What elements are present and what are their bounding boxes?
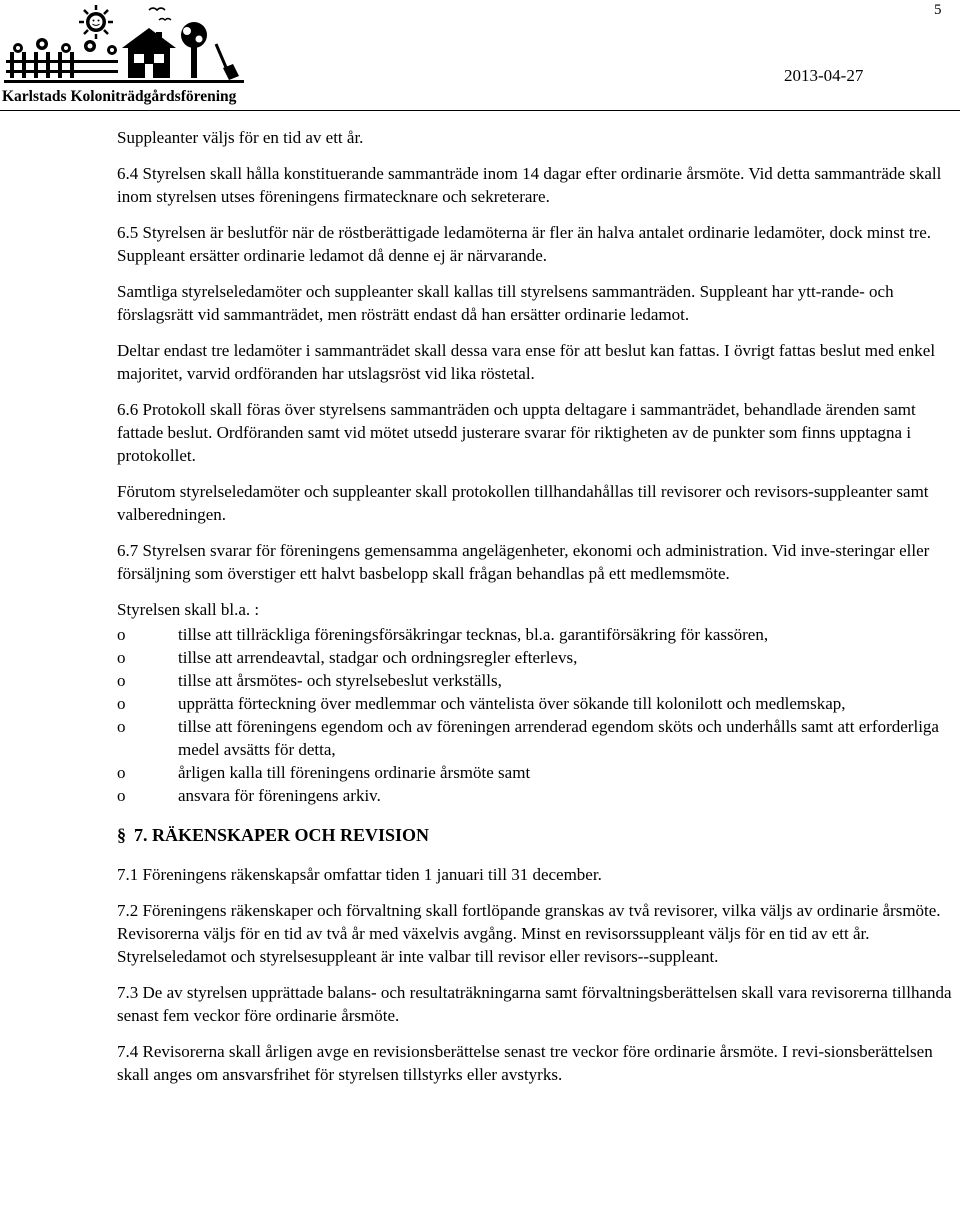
list-item (117, 715, 952, 761)
paragraph: 6.7 Styrelsen svarar för föreningens gemensamma angelägenheter, ekonomi och administration. Vid inve-steringar eller försäljning som överstiger ett halvt basbelopp skall frågan behandlas på ett medlemsmöte. (117, 541, 930, 583)
document-date: 2013-04-27 (784, 66, 864, 85)
bullet: o (117, 763, 126, 782)
list-item (117, 646, 952, 669)
bullet: o (117, 648, 126, 667)
section-title: 7. RÄKENSKAPER OCH REVISION (134, 825, 430, 845)
list-item-text: tillse att tillräckliga föreningsförsäkringar tecknas, bl.a. garantiförsäkring för kassören, (178, 625, 769, 644)
paragraph: 7.4 Revisorerna skall årligen avge en revisionsberättelse senast tre veckor före ordinarie årsmöte. I revi-sionsberättelsen skall anges om ansvarsfrihet för styrelsen tillstyrks eller avstyrks. (117, 1042, 933, 1084)
paragraph: 7.1 Föreningens räkenskapsår omfattar tiden 1 januari till 31 december. (117, 865, 602, 884)
paragraph: Förutom styrelseledamöter och suppleanter skall protokollen tillhandahållas till revisorer och revisors-suppleanter samt valberedningen. (117, 482, 929, 524)
list-item (117, 692, 952, 715)
bullet: o (117, 717, 126, 736)
section-symbol: § (117, 825, 126, 845)
section-heading (117, 824, 952, 847)
list-item (117, 623, 952, 646)
paragraph: 6.4 Styrelsen skall hålla konstituerande sammanträde inom 14 dagar efter ordinarie årsmöte. Vid detta sammanträde skall inom styrelsen utses föreningens firmatecknare och sekreterare. (117, 164, 942, 206)
bullet: o (117, 625, 126, 644)
garden-logo (4, 2, 249, 86)
bullet: o (117, 694, 126, 713)
paragraph: Samtliga styrelseledamöter och suppleanter skall kallas till styrelsens sammanträden. Suppleant har ytt-rande- och förslagsrätt vid sammanträdet, men rösträtt endast då han ersätter ordinarie ledamot. (117, 282, 894, 324)
bullet: o (117, 671, 126, 690)
page-number: 5 (934, 2, 942, 18)
list-intro: Styrelsen skall bl.a. : (117, 600, 260, 619)
list-item (117, 784, 952, 807)
list-item-text: tillse att årsmötes- och styrelsebeslut verkställs, (178, 671, 502, 690)
list-item-text: årligen kalla till föreningens ordinarie årsmöte samt (178, 763, 531, 782)
paragraph: 6.6 Protokoll skall föras över styrelsens sammanträden och uppta deltagare i sammanträdet, behandlade ärenden samt fattade beslut. Ordföranden samt vid mötet utsedd justerare svarar för riktigheten av de punkter som finns upptagna i protokollet. (117, 400, 916, 465)
list-item (117, 669, 952, 692)
paragraph: Suppleanter väljs för en tid av ett år. (117, 128, 364, 147)
paragraph: Deltar endast tre ledamöter i sammanträdet skall dessa vara ense för att beslut kan fattas. I övrigt fattas beslut med enkel majoritet, varvid ordföranden har utslagsröst vid lika röstetal. (117, 341, 936, 383)
paragraph: 7.3 De av styrelsen upprättade balans- och resultaträkningarna samt förvaltningsberättelsen skall vara revisorerna tillhanda senast fem veckor före ordinarie årsmöte. (117, 983, 952, 1025)
list-item-text: upprätta förteckning över medlemmar och väntelista över sökande till kolonilott och medlemskap, (178, 694, 846, 713)
list-item-text: tillse att föreningens egendom och av föreningen arrenderad egendom sköts och underhålls samt att erforderliga medel avsätts för detta, (178, 717, 939, 759)
duties-list (117, 623, 952, 807)
paragraph: 7.2 Föreningens räkenskaper och förvaltning skall fortlöpande granskas av två revisorer, vilka väljs av ordinarie årsmöte. Revisorerna väljs för en tid av två år med växelvis avgång. Minst en revisorssuppleant väljs för en tid av ett år. Styrelseledamot och styrelsesuppleant är inte valbar till revisor eller revisors--suppleant. (117, 901, 941, 966)
list-item-text: ansvara för föreningens arkiv. (178, 786, 381, 805)
organization-name: Karlstads Koloniträdgårdsförening (2, 88, 237, 105)
paragraph: 6.5 Styrelsen är beslutför när de röstberättigade ledamöterna är fler än halva antalet ordinarie ledamöter, dock minst tre. Suppleant ersätter ordinarie ledamot då denne ej är närvarande. (117, 223, 932, 265)
header-rule (0, 110, 960, 111)
list-item (117, 761, 952, 784)
document-body (117, 126, 952, 1099)
bullet: o (117, 786, 126, 805)
list-item-text: tillse att arrendeavtal, stadgar och ordningsregler efterlevs, (178, 648, 578, 667)
